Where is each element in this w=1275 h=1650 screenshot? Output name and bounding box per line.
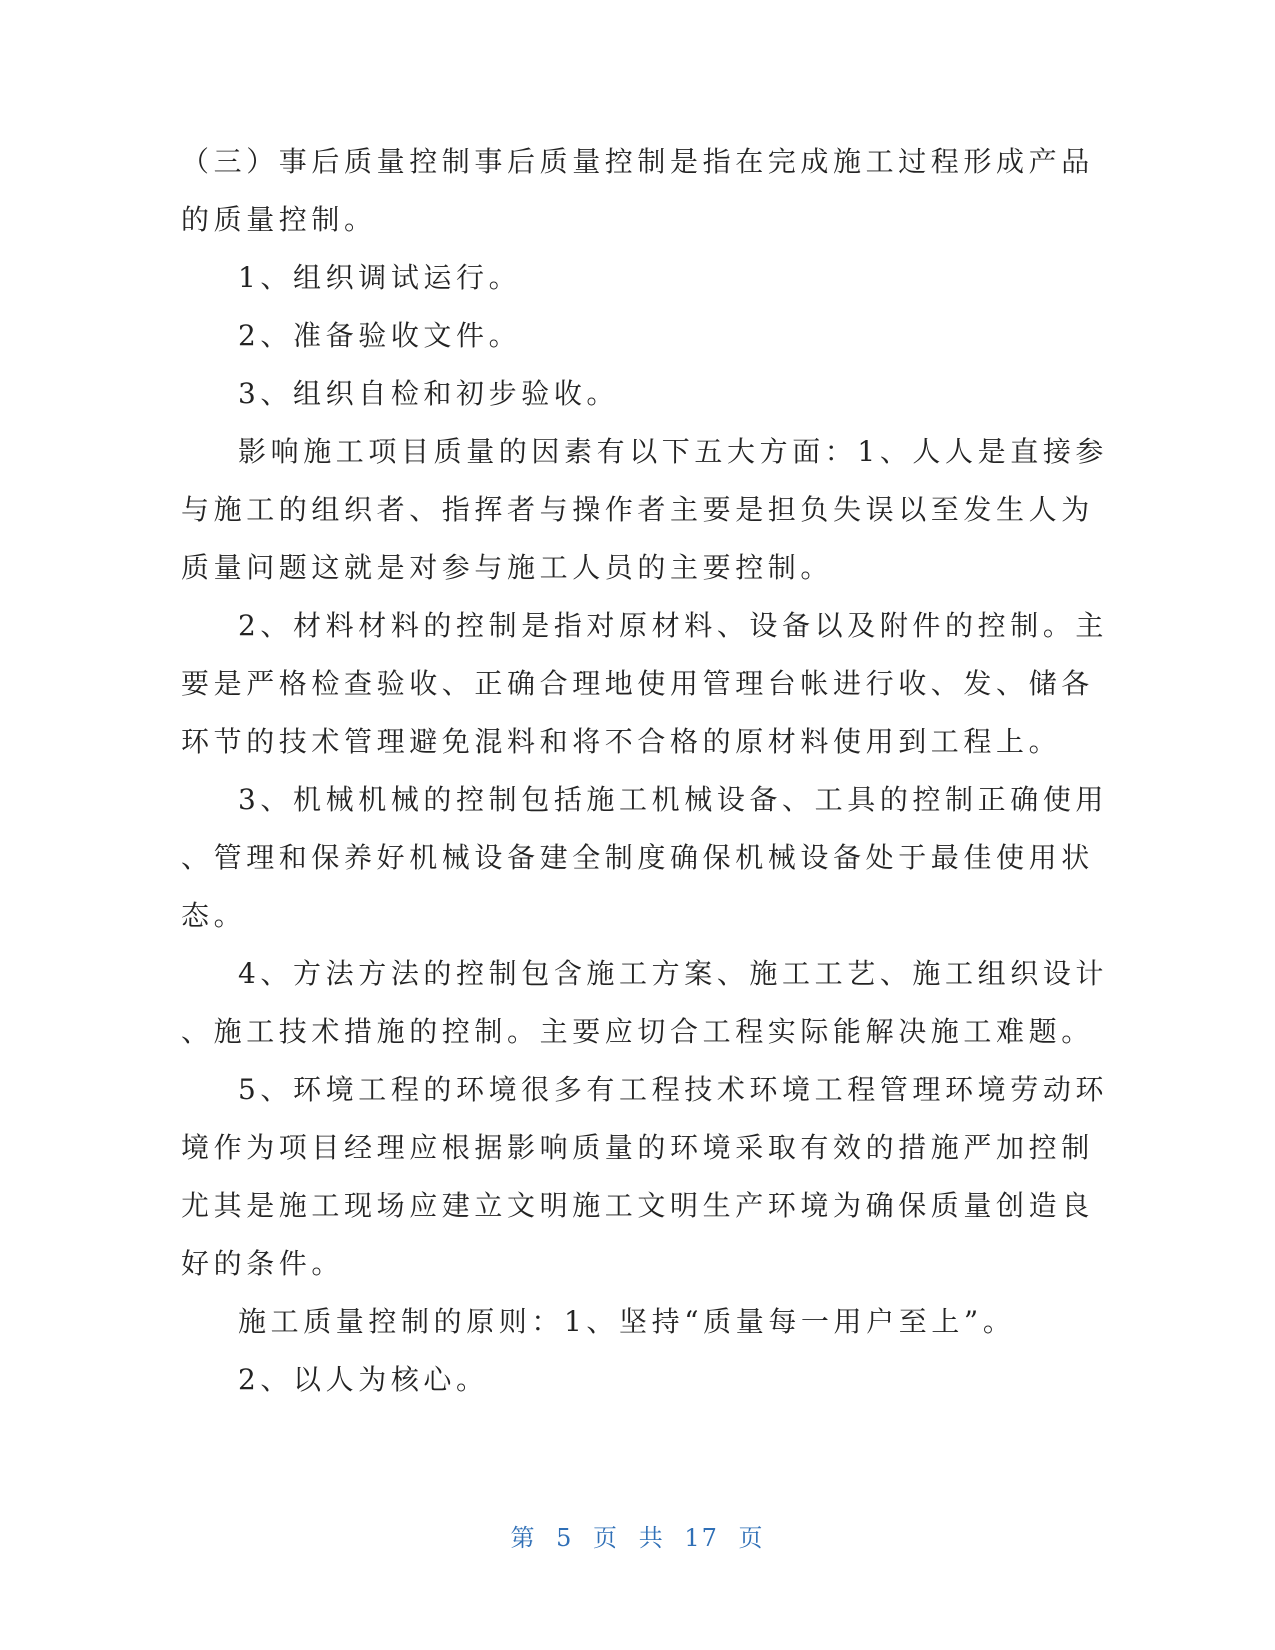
text-line: 3、组织自检和初步验收。 <box>238 377 620 410</box>
footer-page-word: 页 <box>593 1524 620 1552</box>
footer-prefix: 第 <box>510 1524 537 1552</box>
text-line: 境作为项目经理应根据影响质量的环境采取有效的措施严加控制 <box>181 1131 1094 1164</box>
text-line: 好的条件。 <box>181 1247 345 1280</box>
text-line: 5、环境工程的环境很多有工程技术环境工程管理环境劳动环 <box>238 1073 1109 1106</box>
text-line: 尤其是施工现场应建立文明施工文明生产环境为确保质量创造良 <box>181 1189 1094 1222</box>
footer-total-word: 共 <box>638 1524 665 1552</box>
text-line: 施工质量控制的原则：1、坚持“质量每一用户至上”。 <box>238 1305 1016 1338</box>
text-line: 质量问题这就是对参与施工人员的主要控制。 <box>181 551 834 584</box>
text-line: 2、材料材料的控制是指对原材料、设备以及附件的控制。主 <box>238 609 1109 642</box>
footer-total-pages: 17 <box>684 1524 719 1552</box>
text-line: （三）事后质量控制事后质量控制是指在完成施工过程形成产品 <box>181 145 1094 178</box>
text-line: 4、方法方法的控制包含施工方案、施工工艺、施工组织设计 <box>238 957 1109 990</box>
page-footer <box>0 1522 1275 1554</box>
text-line: 的质量控制。 <box>181 203 377 236</box>
text-line: 影响施工项目质量的因素有以下五大方面：1、人人是直接参 <box>238 435 1109 468</box>
text-line: 、施工技术措施的控制。主要应切合工程实际能解决施工难题。 <box>181 1015 1094 1048</box>
text-line: 环节的技术管理避免混料和将不合格的原材料使用到工程上。 <box>181 725 1062 758</box>
text-line: 2、以人为核心。 <box>238 1363 489 1396</box>
text-line: 与施工的组织者、指挥者与操作者主要是担负失误以至发生人为 <box>181 493 1094 526</box>
text-line: 要是严格检查验收、正确合理地使用管理台帐进行收、发、储各 <box>181 667 1094 700</box>
footer-current-page: 5 <box>556 1524 574 1552</box>
text-line: 、管理和保养好机械设备建全制度确保机械设备处于最佳使用状 <box>181 841 1094 874</box>
text-line: 1、组织调试运行。 <box>238 261 522 294</box>
text-line: 2、准备验收文件。 <box>238 319 522 352</box>
text-line: 3、机械机械的控制包括施工机械设备、工具的控制正确使用 <box>238 783 1109 816</box>
footer-suffix: 页 <box>738 1524 765 1552</box>
text-line: 态。 <box>181 899 247 932</box>
